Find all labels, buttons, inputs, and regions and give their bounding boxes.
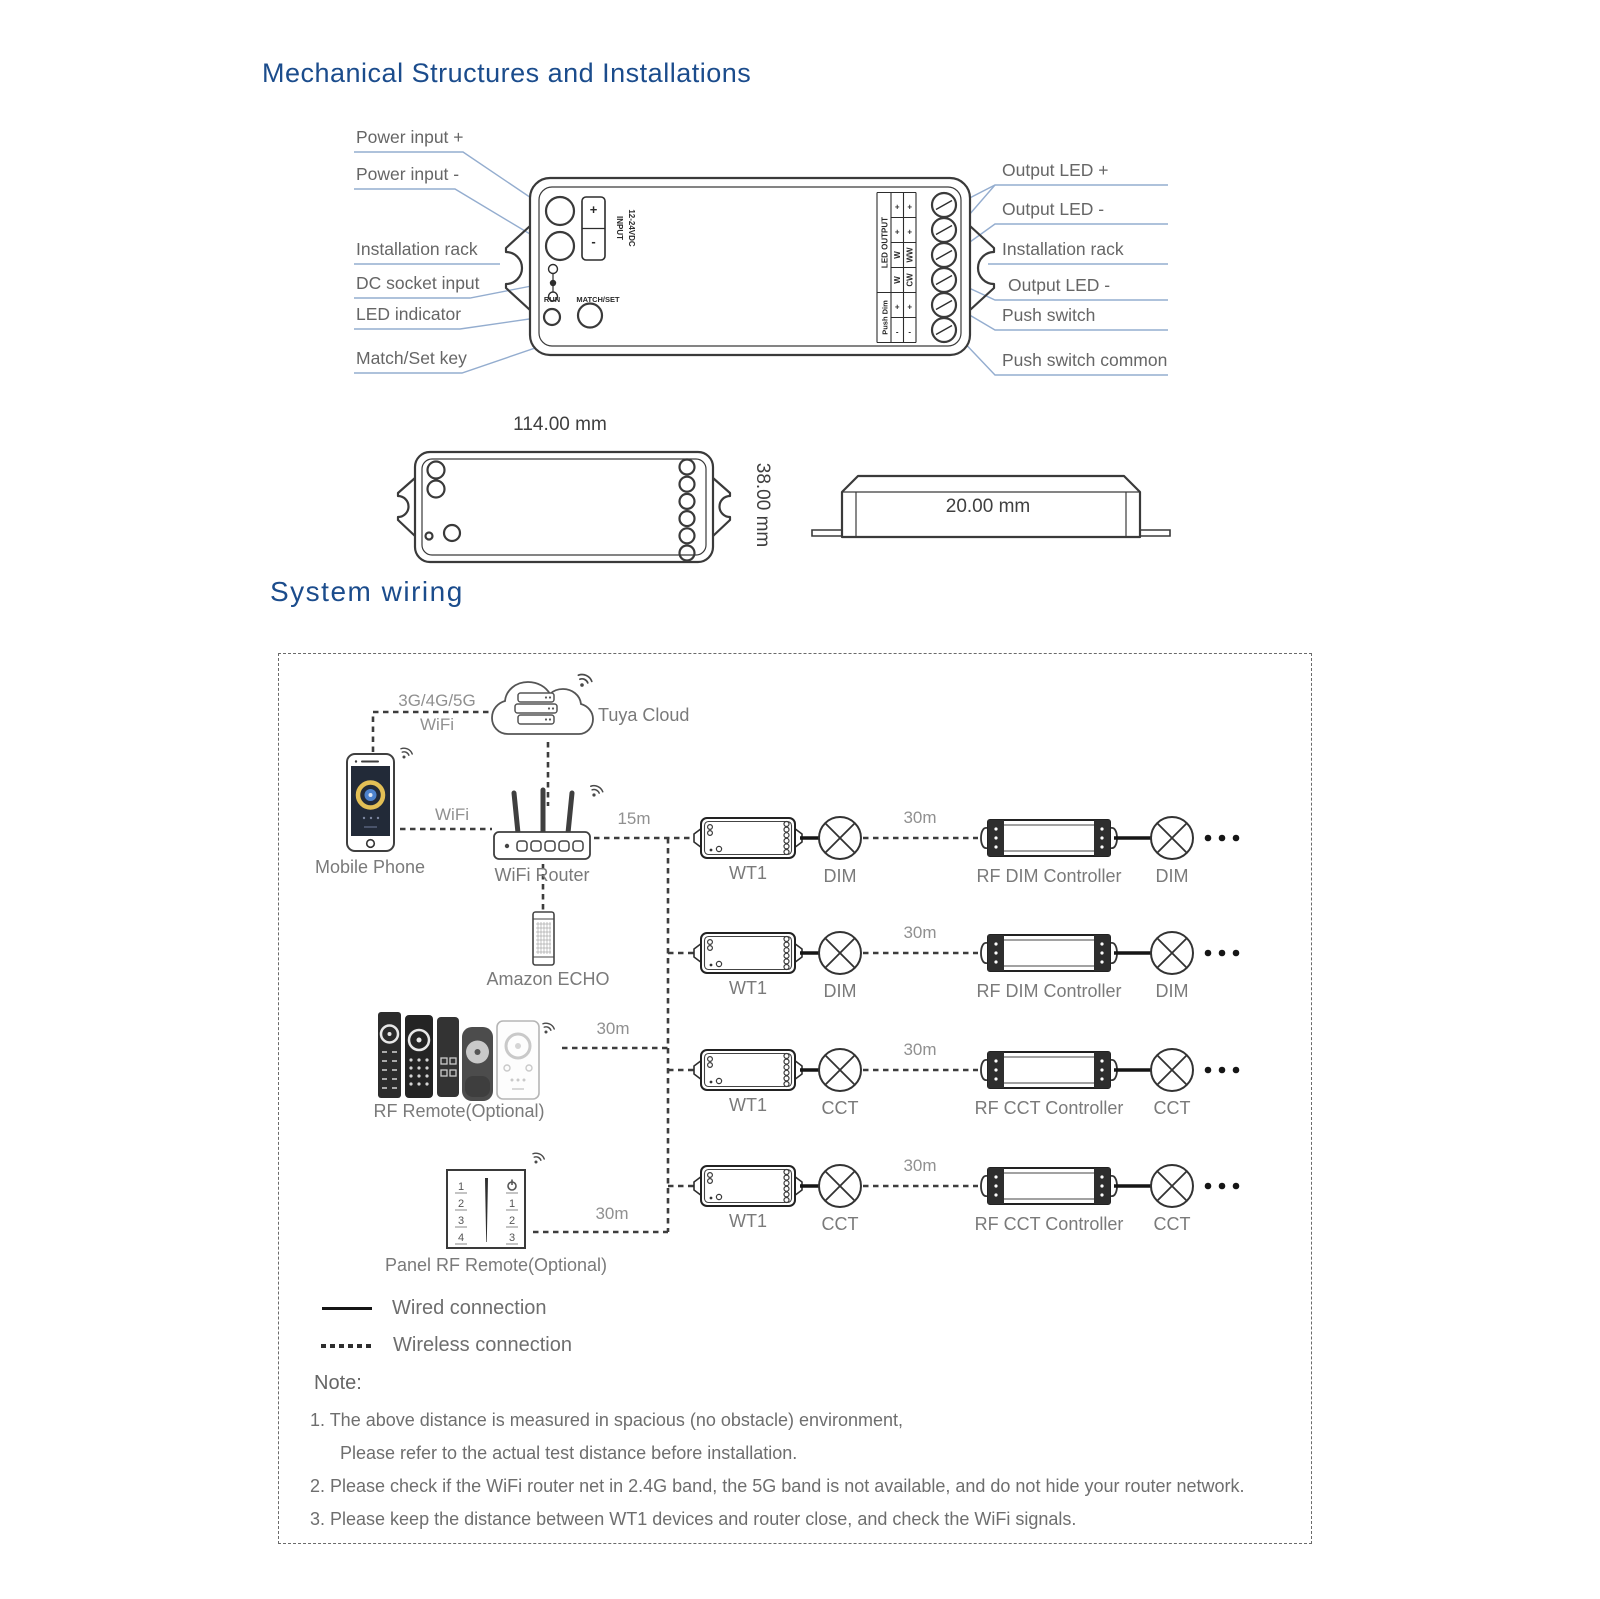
wt1-label: WT1 [729,863,767,883]
controller-device-front [506,178,994,355]
wt1-device-icon [694,933,802,973]
ellipsis-dots [1205,950,1240,957]
wifi-signal-icon [543,1023,554,1033]
callout-installation-rack-right [988,239,1168,264]
terminal-mark: + [907,202,913,212]
terminal-mark: - [908,327,912,337]
wifi-signal-icon [401,748,412,758]
rf-controller-icon [981,1052,1117,1088]
wifi-signal-icon [591,786,603,797]
label-match-set-key: Match/Set key [356,348,467,368]
wired-line-sample [322,1307,372,1310]
top-view-diagram [392,400,773,562]
legend-wired-label: Wired connection [392,1297,547,1319]
wiring-row-3 [694,1040,1239,1118]
terminal-mark: + [894,302,900,312]
lamp-icon [1151,1165,1193,1207]
distance-30m-label: 30m [903,1156,937,1175]
terminal-mark: + [894,227,900,237]
callout-output-led-plus [956,160,1168,230]
panel-key-1: 1 [457,1181,465,1193]
note-title: Note: [314,1372,362,1394]
callout-output-led-minus-2 [956,275,1168,300]
terminal-mark: + [894,202,900,212]
mounting-foot-left [812,530,842,536]
lamp-label: CCT [821,1098,859,1118]
terminal-mark: CW [905,273,915,287]
wt1-label: WT1 [729,978,767,998]
lamp-label: DIM [823,981,857,1001]
input-voltage-label: 12-24VDC [627,209,636,247]
lamp-icon [819,1049,861,1091]
mobile-phone-icon [347,748,412,851]
label-output-led-minus-1: Output LED - [1002,199,1105,219]
lamp-label: DIM [1155,866,1189,886]
dim-width-value: 114.00 mm [513,414,607,435]
wt1-device-icon [694,1166,802,1206]
dim-height-value: 38.00 mm [752,462,773,548]
legend-wireless [321,1334,572,1357]
note-2: 2. Please check if the WiFi router net in 2.4G band, the 5G band is not available, and do not hide your router network. [310,1476,1245,1496]
wt1-device-icon [694,818,802,858]
panel-key-3: 3 [457,1215,465,1227]
callout-led-indicator [354,304,543,329]
panel-rf-remote-icon [447,1153,544,1248]
terminal-mark: WW [905,247,915,263]
legend-wireless-label: Wireless connection [393,1334,572,1356]
lamp-icon [819,1165,861,1207]
terminal-mark: W [893,251,903,259]
terminal-mark: + [907,227,913,237]
note-1: 1. The above distance is measured in spacious (no obstacle) environment, [310,1410,903,1430]
ellipsis-dots [1205,1183,1240,1190]
distance-30m-label: 30m [903,1040,937,1059]
rf-controller-icon [981,1168,1117,1204]
input-minus-mark: - [591,234,596,249]
link-3g-wifi-label: WiFi [420,715,454,734]
label-power-input-minus: Power input - [356,164,460,184]
wt1-label: WT1 [729,1095,767,1115]
controller-label: RF CCT Controller [974,1098,1124,1118]
lamp-icon [819,817,861,859]
lamp-icon [1151,932,1193,974]
rf-controller-icon [981,935,1117,971]
label-push-switch-common: Push switch common [1002,350,1168,370]
wifi-signal-icon [533,1153,544,1163]
distance-30m-label: 30m [903,923,937,942]
panel-key-2: 2 [457,1198,465,1210]
lamp-icon [1151,1049,1193,1091]
amazon-echo-icon [533,912,554,965]
callout-push-switch-common [957,335,1168,375]
page-title: Mechanical Structures and Installations [262,58,752,88]
amazon-echo-label: Amazon ECHO [486,969,610,989]
callout-dc-socket-input [354,273,547,298]
panel-key-r2: 2 [508,1215,516,1227]
label-installation-rack-left: Installation rack [356,239,478,259]
panel-key-r1: 1 [508,1198,516,1210]
distance-15m-label: 15m [617,809,651,828]
wiring-row-2 [694,923,1239,1001]
callout-push-switch [956,305,1168,330]
lamp-icon [819,932,861,974]
run-label: RUN [543,295,561,304]
terminal-mark: W [893,276,903,284]
section-title-system-wiring: System wiring [270,576,464,607]
wt1-device-icon [694,1050,802,1090]
lamp-label: CCT [821,1214,859,1234]
lamp-label: CCT [1153,1214,1191,1234]
distance-30m-panel-label: 30m [595,1204,629,1223]
label-push-switch: Push switch [1002,305,1096,325]
panel-key-4: 4 [457,1232,465,1244]
note-1b: Please refer to the actual test distance before installation. [340,1443,798,1463]
callout-installation-rack-left [354,239,500,264]
ellipsis-dots [1205,835,1240,842]
mounting-bracket-left [506,226,530,310]
terminal-mark: - [895,327,899,337]
lamp-label: DIM [1155,981,1189,1001]
rf-remote-group-icon [378,1012,554,1101]
panel-key-r3: 3 [508,1232,516,1244]
match-set-label: MATCH/SET [576,295,620,304]
controller-label: RF DIM Controller [976,981,1122,1001]
controller-label: RF DIM Controller [976,866,1122,886]
input-label: INPUT [615,216,624,240]
label-output-led-plus: Output LED + [1002,160,1109,180]
label-dc-socket-input: DC socket input [356,273,480,293]
callout-power-input-minus [354,164,545,243]
side-view-diagram [812,476,1170,537]
dim-depth-value: 20.00 mm [945,496,1031,517]
led-output-label: LED OUTPUT [880,216,890,269]
tuya-cloud-icon [492,675,593,734]
lamp-label: CCT [1153,1098,1191,1118]
label-output-led-minus-2: Output LED - [1008,275,1111,295]
front-view-diagram [354,127,1168,375]
wifi-signal-icon [578,675,591,687]
system-wiring-diagram [315,675,1239,1275]
mobile-phone-label: Mobile Phone [314,857,426,877]
lamp-icon [1151,817,1193,859]
ellipsis-dots [1205,1067,1240,1074]
link-wifi-label: WiFi [435,805,469,824]
push-dim-label: Push Dim [880,300,890,335]
rf-remote-label: RF Remote(Optional) [373,1101,545,1121]
label-installation-rack-right: Installation rack [1002,239,1124,259]
panel-rf-remote-label: Panel RF Remote(Optional) [384,1255,608,1275]
height-dimension [713,448,773,562]
label-power-input-plus: Power input + [356,127,464,147]
rf-controller-icon [981,820,1117,856]
wireless-line-sample [321,1344,373,1348]
label-led-indicator: LED indicator [356,304,462,324]
distance-30m-remote-label: 30m [596,1019,630,1038]
input-plus-mark: + [589,202,598,217]
mounting-foot-right [1140,530,1170,536]
distance-30m-label: 30m [903,808,937,827]
note-3: 3. Please keep the distance between WT1 devices and router close, and check the WiFi signals. [310,1509,1077,1529]
legend-wired [322,1297,547,1320]
link-3g-label: 3G/4G/5G [398,691,476,710]
wifi-router-label: WiFi Router [494,865,590,885]
wt1-label: WT1 [729,1211,767,1231]
controller-label: RF CCT Controller [974,1214,1124,1234]
tuya-cloud-label: Tuya Cloud [598,705,690,725]
wiring-row-4 [694,1156,1239,1234]
terminal-mark: + [907,302,913,312]
wiring-row-1 [694,808,1239,886]
lamp-label: DIM [823,866,857,886]
